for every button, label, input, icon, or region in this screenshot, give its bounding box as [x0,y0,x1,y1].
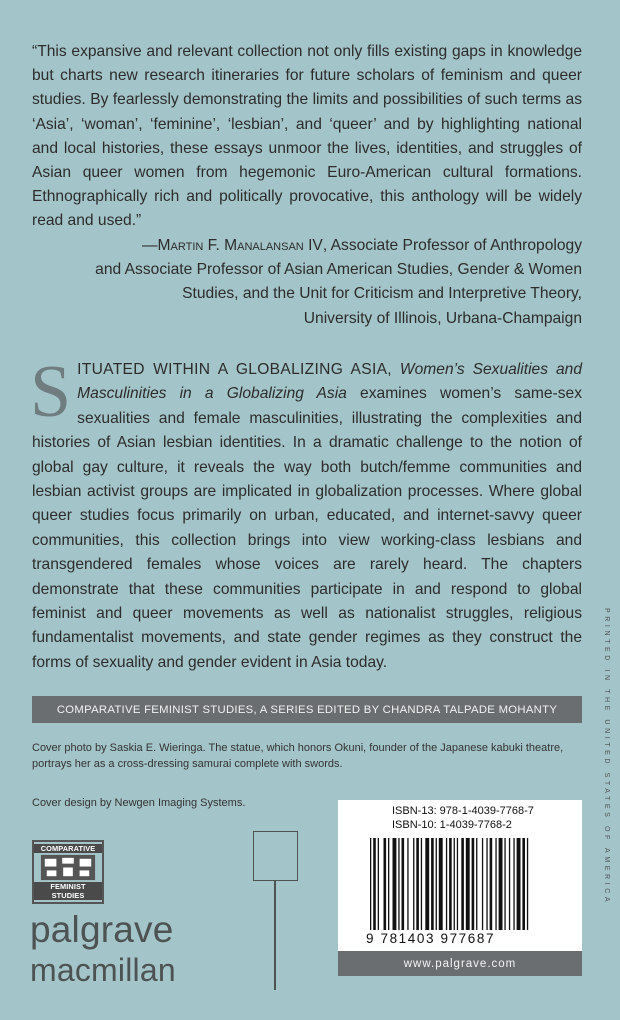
barcode-bar [449,838,452,930]
barcode-bar [504,838,505,930]
barcode-bar [378,838,379,930]
publisher-name: palgrave [30,909,174,950]
lead-in: ITUATED WITHIN A GLOBALIZING ASIA, [77,361,392,378]
barcode-bar [393,838,397,930]
barcode-bar [522,838,525,930]
barcode-bar [425,838,429,930]
barcode-bar [398,838,399,930]
publisher-website: www.palgrave.com [338,951,582,976]
barcode-bar [513,838,514,930]
barcode-bar [402,838,405,930]
book-title: Women’s Sexualities and Masculinities in a Globalizing Asia [77,361,582,403]
barcode-bar [454,838,455,930]
attribution-line-4: University of Illinois, Urbana-Champaign [303,309,582,327]
endorsement-attribution [60,234,582,331]
barcode-bar [457,838,458,930]
barcode-bar [373,838,376,930]
barcode-bar [407,838,408,930]
barcode-bar [431,838,434,930]
endorser-title: , Associate Professor of Anthropology [322,237,582,254]
attribution-line-2: and Associate Professor of Asian American Studies, Gender & Women [95,261,582,279]
barcode-bar [517,838,521,930]
barcode-icon [370,838,556,934]
drop-cap: S [30,351,72,433]
barcode-bar [388,838,389,930]
barcode-bar [439,838,443,930]
printed-in-notice: PRINTED IN THE UNITED STATES OF AMERICA [603,608,610,906]
barcode-bar [482,838,483,930]
barcode-bar [509,838,510,930]
barcode-bar [499,838,503,930]
em-dash: — [141,237,158,254]
isbn-13: ISBN-13: 978-1-4039-7768-7 [392,805,534,817]
palgrave-mark-stem [274,881,276,990]
barcode-bar [413,838,414,930]
attribution-line-3: Studies, and the Unit for Criticism and Interpretive Theory, [182,285,582,303]
barcode-bar [416,838,419,930]
endorser-name: Martin F. Manalansan IV [157,237,323,254]
barcode-number: 9 781403 977687 [366,931,496,946]
barcode-bar [436,838,437,930]
barcode-bar [486,838,487,930]
barcode-bar [446,838,447,930]
barcode-bar [476,838,477,930]
endorsement-quote: “This expansive and relevant collection not only fills existing gaps in knowledge but charts new research itineraries for future scholars of feminism and queer studies. By fearlessly demonstrating the limits and possibilities of such terms as ‘Asia’, ‘woman’, ‘feminine’, ‘lesbian’, and ‘queer’ and by highlighting national and local histories, these essays unmoor the lives, identities, and struggles of Asian queer women from hegemonic Euro-American cultural formations. Ethnographically rich and politically provocative, this anthology will be widely read and used.” [32,43,582,230]
barcode-bar [461,838,464,930]
barcode-bar [370,838,371,930]
barcode-bar [421,838,422,930]
photo-credit: Cover photo by Saskia E. Wieringa. The statue, which honors Okuni, founder of the Japanese kabuki theatre, portrays her as a cross-dressing samurai complete with swords. [32,742,564,770]
series-bar: COMPARATIVE FEMINIST STUDIES, A SERIES EDITED BY CHANDRA TALPADE MOHANTY [32,696,582,723]
design-credit: Cover design by Newgen Imaging Systems. [32,797,246,809]
barcode-bar [472,838,475,930]
palgrave-mark-square [253,831,298,881]
book-description [30,351,582,675]
attribution-line-1 [60,234,582,258]
series-logo-bottom: FEMINIST STUDIES [34,882,102,900]
mask-icon [38,853,98,882]
barcode-panel [338,800,582,976]
series-logo [32,840,104,904]
publisher-subname: macmillan [30,952,176,988]
description-body: examines women’s same-sex sexualities and female masculinities, illustrating the complexities and histories of Asian lesbian identities. In a dramatic challenge to the notion of global gay culture, it reveals the way both butch/femme communities and lesbian activist groups are implicated in globalization processes. Where global queer studies focus primarily on urban, educated, and internet-savvy queer communities, this collection brings into view working-class lesbians and transgendered females whose voices are rarely heard. The chapters demonstrate that these communities participate in and respond to global feminist and queer movements as well as nationalist struggles, religious fundamentalist movements, and state gender regimes as they construct the forms of sexuality and gender evident in Asia today. [32,385,582,671]
barcode-bar [384,838,387,930]
barcode-bar [466,838,470,930]
barcode-bar [490,838,493,930]
series-logo-top: COMPARATIVE [34,844,102,853]
barcode-bar [527,838,528,930]
publisher-logo [30,909,176,988]
isbn-block [392,805,534,832]
isbn-10: ISBN-10: 1-4039-7768-2 [392,818,512,831]
barcode-bar [495,838,496,930]
